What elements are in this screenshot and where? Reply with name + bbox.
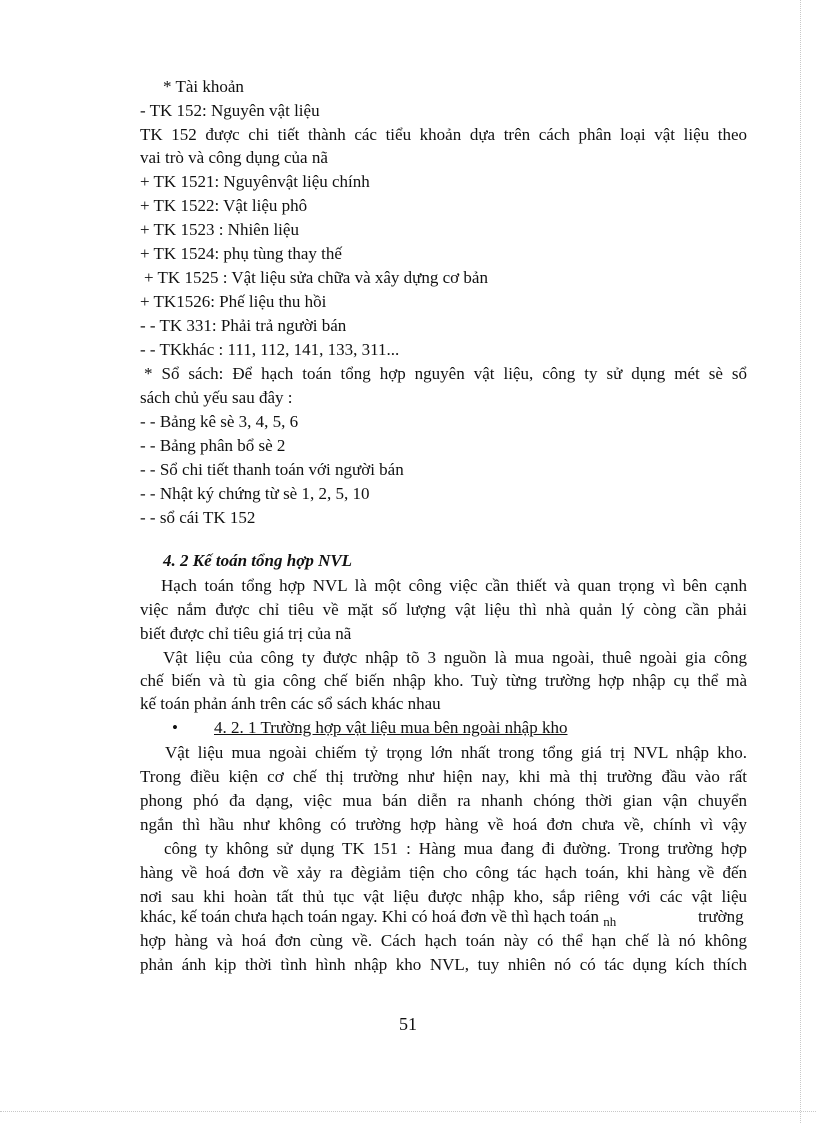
paragraph-line: chế biến và tù gia công chế biến nhập kho. Tuỳ từng trường hợp nhập cụ thể mà [140, 671, 747, 690]
page-edge-divider [800, 0, 801, 1123]
paragraph-line: nơi sau khi hoàn tất thủ tục vật liệu được nhập kho, sắp riêng với các vật liệu [140, 887, 747, 906]
paragraph-line: phong phó đa dạng, việc mua bán diễn ra nhanh chóng thời gian vận chuyển [140, 791, 747, 810]
paragraph-line-end: trường [698, 907, 744, 926]
account-tk152: - TK 152: Nguyên vật liệu [140, 101, 320, 120]
sub-account-item: + TK 1523 : Nhiên liệu [140, 220, 299, 239]
paragraph-line: Vật liệu mua ngoài chiếm tỷ trọng lớn nhất trong tổng giá trị NVL nhập kho. [165, 743, 747, 762]
paragraph-line: * Sổ sách: Để hạch toán tổng hợp nguyên vật liệu, công ty sử dụng mét sè sổ [144, 364, 747, 383]
paragraph-line: vai trò và công dụng của nã [140, 148, 328, 167]
paragraph-line: công ty không sử dụng TK 151 : Hàng mua đang đi đường. Trong trường hợp [164, 839, 747, 858]
sub-account-item: + TK 1522: Vật liệu phô [140, 196, 308, 215]
paragraph-line: sách chủ yếu sau đây : [140, 388, 293, 407]
paragraph-line: kế toán phản ánh trên các sổ sách khác nhau [140, 694, 441, 713]
paragraph-line: phản ánh kịp thời tình hình nhập kho NVL, tuy nhiên nó có tác dụng kích thích [140, 955, 747, 974]
paragraph-line [140, 907, 616, 928]
paragraph-line: biết được chỉ tiêu giá trị của nã [140, 624, 352, 643]
ledger-list-item: - - Bảng phân bổ sè 2 [140, 436, 286, 455]
paragraph-line: ngắn thì hầu như không có trường hợp hàng về hoá đơn chưa về, chính vì vậy [140, 815, 747, 834]
page-edge-divider [0, 1111, 816, 1112]
paragraph-line: hợp hàng và hoá đơn cùng về. Cách hạch toán này có thể hạn chế là nó không [140, 931, 747, 950]
section-marker-accounts: * Tài khoản [163, 77, 244, 96]
bullet-icon: • [172, 718, 178, 737]
paragraph-line: hàng về hoá đơn về xảy ra đègiảm tiện cho công tác hạch toán, khi hàng về đến [140, 863, 747, 882]
sub-account-item: + TK 1521: Nguyênvật liệu chính [140, 172, 370, 191]
related-account-item: - - TKkhác : 111, 112, 141, 133, 311... [140, 340, 400, 359]
paragraph-text: khác, kế toán chưa hạch toán ngay. Khi có hoá đơn về thì hạch toán [140, 907, 599, 926]
paragraph-line: TK 152 được chi tiết thành các tiểu khoản dựa trên cách phân loại vật liệu theo [140, 125, 747, 144]
subscript-fragment: nh [603, 914, 617, 929]
related-account-item: - - TK 331: Phải trả người bán [140, 316, 347, 335]
ledger-list-item: - - sổ cái TK 152 [140, 508, 256, 527]
ledger-list-item: - - Bảng kê sè 3, 4, 5, 6 [140, 412, 299, 431]
paragraph-line: việc nắm được chỉ tiêu về mặt số lượng vật liệu thì nhà quản lý còng cần phải [140, 600, 747, 619]
ledger-list-item: - - Nhật ký chứng từ sè 1, 2, 5, 10 [140, 484, 370, 503]
subsection-heading: 4. 2. 1 Trường hợp vật liệu mua bên ngoài nhập kho [214, 718, 568, 737]
sub-account-item: + TK 1524: phụ tùng thay thế [140, 244, 342, 263]
page-number: 51 [399, 1014, 417, 1034]
paragraph-line: Trong điều kiện cơ chế thị trường như hiện nay, khi mà thị trường đầu vào rất [140, 767, 747, 786]
ledger-list-item: - - Sổ chi tiết thanh toán với người bán [140, 460, 404, 479]
paragraph-line: Hạch toán tổng hợp NVL là một công việc cần thiết và quan trọng vì bên cạnh [161, 576, 747, 595]
paragraph-line: Vật liệu của công ty được nhập tõ 3 nguồn là mua ngoài, thuê ngoài gia công [163, 648, 747, 667]
sub-account-item: + TK 1525 : Vật liệu sửa chữa và xây dựng cơ bản [144, 268, 488, 287]
section-heading: 4. 2 Kế toán tổng hợp NVL [163, 551, 353, 570]
sub-account-item: + TK1526: Phế liệu thu hồi [140, 292, 327, 311]
